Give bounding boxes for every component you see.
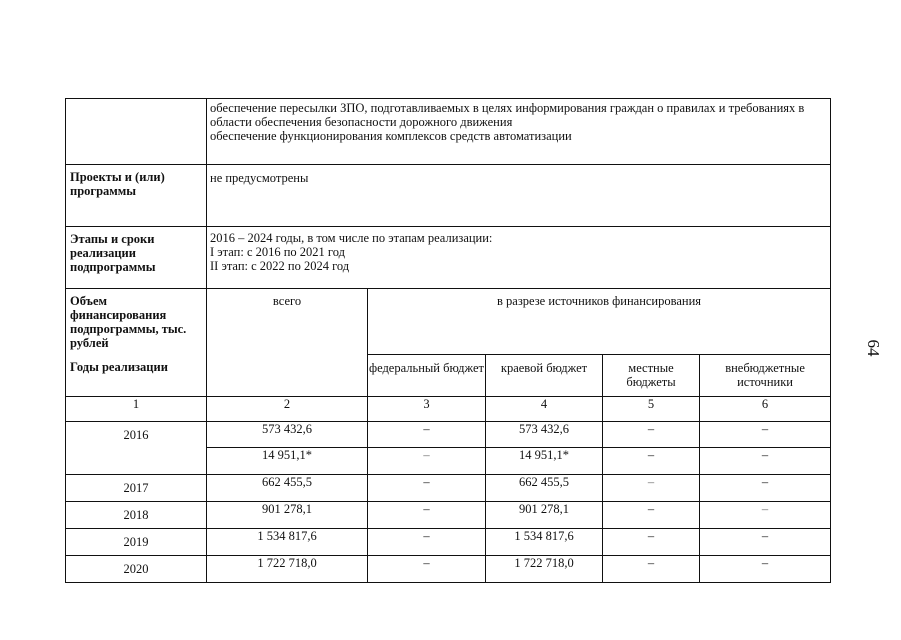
intro-text-cell (207, 99, 831, 165)
table-row (66, 529, 831, 556)
table-row (66, 502, 831, 529)
stages-label: Этапы и сроки реализации подпрограммы (66, 227, 207, 289)
column-number-4: 4 (486, 397, 603, 422)
column-number-3: 3 (368, 397, 486, 422)
total-cell: 14 951,1* (207, 448, 368, 475)
local-cell: – (603, 448, 700, 475)
financing-label: Объем финансирования подпрограммы, тыс. рублей (66, 289, 207, 355)
projects-value: не предусмотрены (207, 165, 831, 227)
intro-line-2: обеспечение функционирования комплексов средств автоматизации (210, 129, 572, 143)
subprogram-passport-table (65, 98, 831, 583)
column-number-1: 1 (66, 397, 207, 422)
stages-row (66, 227, 831, 289)
extrabudgetary-cell: – (700, 475, 831, 502)
stages-line-1: 2016 – 2024 годы, в том числе по этапам реализации: (210, 231, 493, 245)
total-cell: 662 455,5 (207, 475, 368, 502)
year-cell: 2018 (66, 502, 207, 529)
column-number-5: 5 (603, 397, 700, 422)
column-number-2: 2 (207, 397, 368, 422)
table-row (66, 556, 831, 583)
local-cell: – (603, 422, 700, 448)
regional-budget-header: краевой бюджет (486, 355, 603, 397)
federal-cell: – (368, 448, 486, 475)
table-row (66, 475, 831, 502)
extrabudgetary-cell: – (700, 502, 831, 529)
financing-header-row (66, 289, 831, 355)
total-header: всего (207, 289, 368, 397)
intro-line-1: обеспечение пересылки ЗПО, подготавливаемых в целях информирования граждан о правилах и требованиях в области обеспечения безопасности дорожного движения (210, 101, 805, 129)
year-cell: 2020 (66, 556, 207, 583)
years-label: Годы реализации (66, 355, 207, 397)
extrabudgetary-cell: – (700, 422, 831, 448)
financing-subheader-row (66, 355, 831, 397)
page-number: 64 (864, 339, 883, 357)
regional-cell: 901 278,1 (486, 502, 603, 529)
column-number-6: 6 (700, 397, 831, 422)
extrabudgetary-cell: – (700, 556, 831, 583)
total-cell: 1 534 817,6 (207, 529, 368, 556)
sources-header: в разрезе источников финансирования (368, 289, 831, 355)
year-cell: 2019 (66, 529, 207, 556)
projects-row (66, 165, 831, 227)
column-numbers-row (66, 397, 831, 422)
intro-row (66, 99, 831, 165)
extrabudgetary-cell: – (700, 448, 831, 475)
federal-cell: – (368, 475, 486, 502)
total-cell: 573 432,6 (207, 422, 368, 448)
extrabudgetary-cell: – (700, 529, 831, 556)
local-budgets-header: местные бюджеты (603, 355, 700, 397)
total-cell: 1 722 718,0 (207, 556, 368, 583)
federal-cell: – (368, 422, 486, 448)
federal-cell: – (368, 556, 486, 583)
federal-cell: – (368, 529, 486, 556)
regional-cell: 1 534 817,6 (486, 529, 603, 556)
intro-label-cell (66, 99, 207, 165)
federal-budget-header: федеральный бюджет (368, 355, 486, 397)
year-cell: 2016 (66, 422, 207, 475)
local-cell: – (603, 556, 700, 583)
local-cell: – (603, 502, 700, 529)
stages-line-2: I этап: с 2016 по 2021 год (210, 245, 345, 259)
federal-cell: – (368, 502, 486, 529)
regional-cell: 573 432,6 (486, 422, 603, 448)
stages-line-3: II этап: с 2022 по 2024 год (210, 259, 350, 273)
year-cell: 2017 (66, 475, 207, 502)
table-row (66, 422, 831, 448)
total-cell: 901 278,1 (207, 502, 368, 529)
regional-cell: 662 455,5 (486, 475, 603, 502)
local-cell: – (603, 475, 700, 502)
regional-cell: 1 722 718,0 (486, 556, 603, 583)
projects-label: Проекты и (или) программы (66, 165, 207, 227)
regional-cell: 14 951,1* (486, 448, 603, 475)
local-cell: – (603, 529, 700, 556)
extrabudgetary-header: внебюджетные источники (700, 355, 831, 397)
stages-text-cell (207, 227, 831, 289)
